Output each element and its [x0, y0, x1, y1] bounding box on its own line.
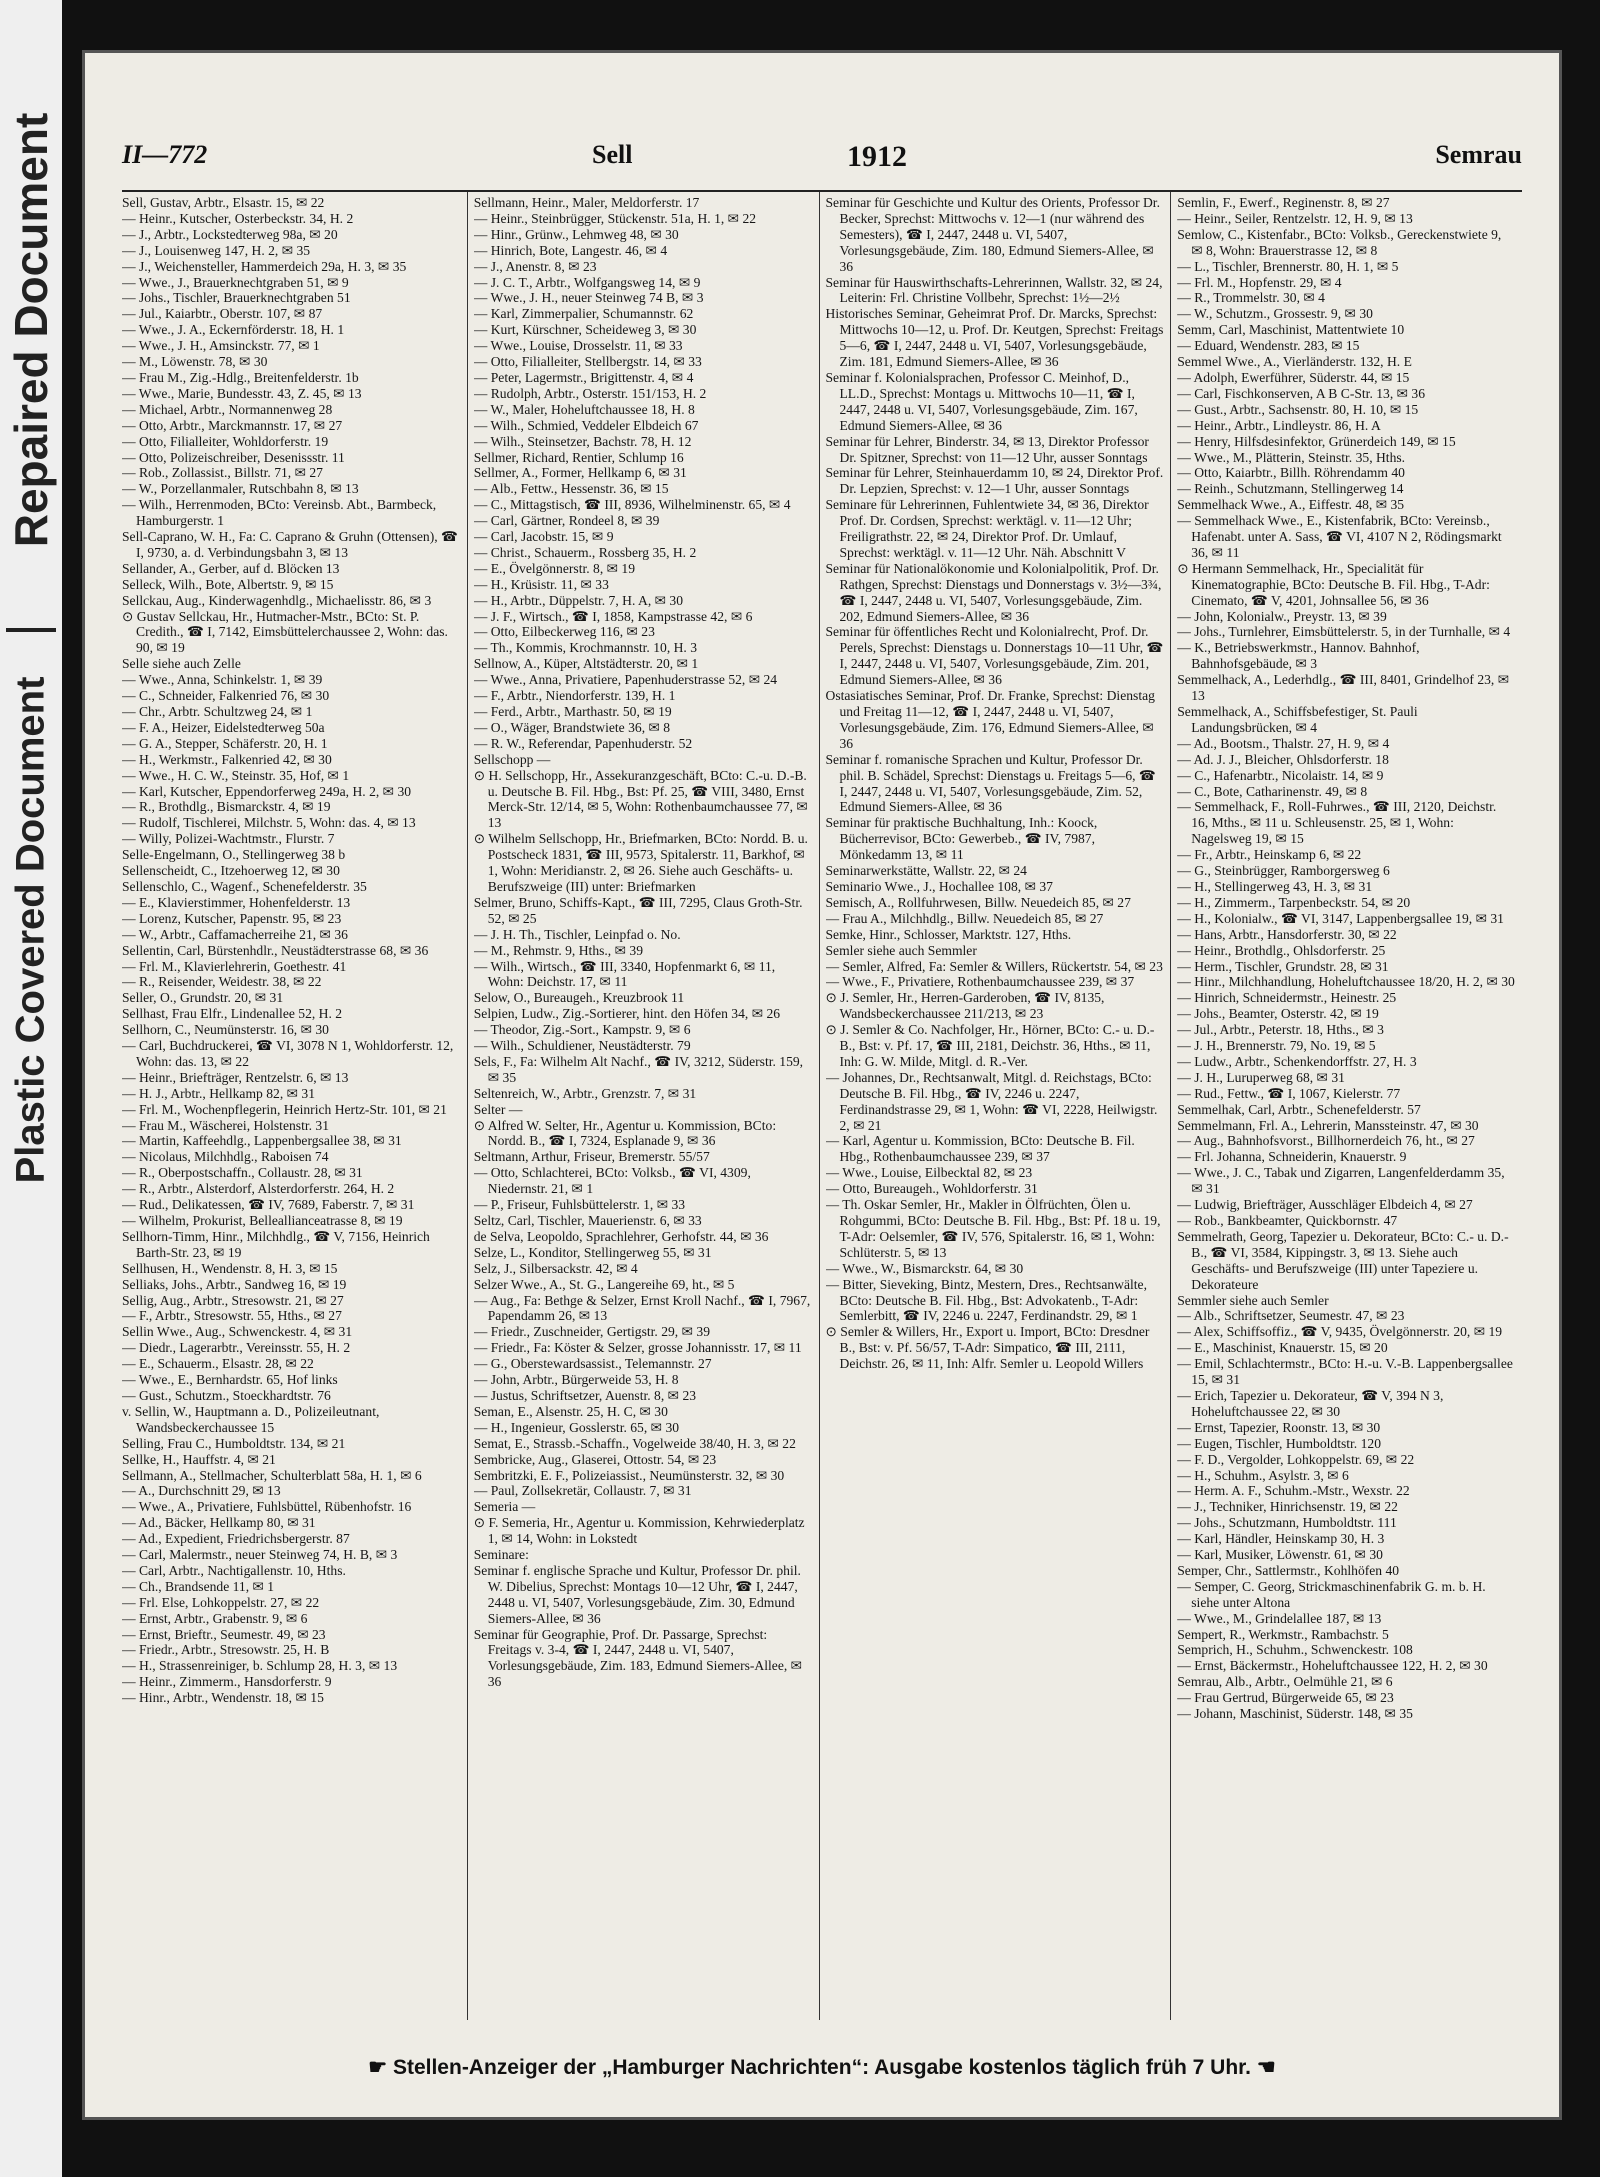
directory-entry: Seminar für Nationalökonomie und Kolonialpolitik, Prof. Dr. Rathgen, Sprechst: Dienstags und Donnerstags v. 3½—3¾, ☎ I, 2447, 2448 u. VI, 5407, Vorlesungsgebäude, Zim. 202, Edmund Siemers-Allee, ✉ 36 [825, 560, 1162, 624]
directory-entry: — Johs., Schutzmann, Humboldtstr. 111 [1177, 1515, 1397, 1531]
directory-entry: ⊙ Wilhelm Sellschopp, Hr., Briefmarken, BCto: Nordd. B. u. Postscheck 1831, ☎ III, 9573, Spitalerstr. 11, Barkhof, ✉ 1, Wohn: Meridianstr. 2, ✉ 26. Siehe auch Geschäfts- u. Berufszweige (III) unter: Briefmarken [473, 831, 808, 894]
directory-entry: Seminario Wwe., J., Hochallee 108, ✉ 37 [825, 878, 1053, 894]
directory-entry: Semisch, A., Rollfuhrwesen, Billw. Neuedeich 85, ✉ 27 [825, 894, 1131, 910]
directory-entry: — Rob., Bankbeamter, Quickbornstr. 47 [1177, 1213, 1398, 1228]
directory-entry: — Frl. M., Hopfenstr. 29, ✉ 4 [1177, 274, 1342, 290]
directory-entry: Seminarwerkstätte, Wallstr. 22, ✉ 24 [825, 863, 1027, 879]
directory-entry: — Heinr., Steinbrügger, Stückenstr. 51a, H. 1, ✉ 22 [473, 210, 757, 226]
directory-entry: — Ad., Expedient, Friedrichsbergerstr. 87 [122, 1531, 350, 1547]
directory-entry: ⊙ Semler & Willers, Hr., Export u. Import, BCto: Dresdner B., Bst: v. Pf. 56/57, T-Adr: Simpatico, ☎ III, 2111, Deichstr. 26, ✉ 11, Inh: Alfr. Semler u. Leopold Willers [825, 1324, 1150, 1372]
directory-entry: Sempert, R., Werkmstr., Rambachstr. 5 [1177, 1626, 1389, 1642]
directory-entry: — Johann, Maschinist, Süderstr. 148, ✉ 35 [1177, 1706, 1413, 1722]
directory-entry: — R., Oberpostschaffn., Collaustr. 28, ✉ 31 [122, 1165, 363, 1181]
directory-entry: — Hinrich, Bote, Langestr. 46, ✉ 4 [473, 242, 668, 258]
directory-entry: ⊙ F. Semeria, Hr., Agentur u. Kommission, Kehrwiederplatz 1, ✉ 14, Wohn: in Lokstedt [473, 1515, 805, 1547]
directory-columns [122, 190, 1522, 2020]
directory-entry: — Aug., Bahnhofsvorst., Billhornerdeich 76, ht., ✉ 27 [1177, 1133, 1475, 1149]
directory-entry: — J. H., Luruperweg 68, ✉ 31 [1177, 1069, 1345, 1085]
directory-entry: Semmelhack Wwe., A., Eiffestr. 48, ✉ 35 [1177, 497, 1405, 513]
directory-entry: — Peter, Lagermstr., Brigittenstr. 4, ✉ 4 [473, 369, 694, 385]
directory-entry: — Wwe., W., Bismarckstr. 64, ✉ 30 [825, 1260, 1024, 1276]
directory-entry: — A., Durchschnitt 29, ✉ 13 [122, 1483, 281, 1499]
directory-entry: Sellhast, Frau Elfr., Lindenallee 52, H. 2 [122, 1006, 343, 1022]
directory-entry: Sellhorn, C., Neumünsterstr. 16, ✉ 30 [122, 1022, 329, 1038]
directory-entry: — Wwe., Anna, Privatiere, Papenhuderstrasse 52, ✉ 24 [473, 672, 778, 688]
directory-entry: ⊙ J. Semler & Co. Nachfolger, Hr., Hörner, BCto: C.- u. D.-B., Bst: v. Pf. 17, ☎ III, 2181, Deichstr. 36, Hths., ✉ 11, Inh: G. W. Milde, Mitgl. d. R.-Ver. [825, 1022, 1155, 1069]
directory-entry: — H., Krüsistr. 11, ✉ 33 [473, 576, 609, 592]
directory-entry: — Friedr., Fa: Köster & Selzer, grosse Johannisstr. 17, ✉ 11 [473, 1340, 802, 1356]
directory-entry: Seminar für Geographie, Prof. Dr. Passarge, Sprechst: Freitags v. 3-4, ☎ I, 2447, 2448 u. VI, 5407, Vorlesungsgebäude, Zim. 183, Edmund Siemers-Allee, ✉ 36 [473, 1626, 803, 1690]
directory-entry: — Frau M., Wäscherei, Holstenstr. 31 [122, 1117, 330, 1133]
directory-entry: — M., Löwenstr. 78, ✉ 30 [122, 354, 268, 370]
directory-entry: — Hinr., Grünw., Lehmweg 48, ✉ 30 [473, 226, 679, 242]
directory-entry: — Johs., Turnlehrer, Eimsbüttelerstr. 5, in der Turnhalle, ✉ 4 [1177, 624, 1511, 640]
directory-entry: — Carl, Fischkonserven, A B C-Str. 13, ✉ 36 [1177, 385, 1426, 401]
directory-entry: — Justus, Schriftsetzer, Auenstr. 8, ✉ 23 [473, 1387, 697, 1403]
directory-entry: — W., Schutzm., Grossestr. 9, ✉ 30 [1177, 306, 1373, 322]
directory-entry: — Ernst, Bäckermstr., Hoheluftchaussee 122, H. 2, ✉ 30 [1177, 1658, 1488, 1674]
directory-entry: ⊙ Gustav Sellckau, Hr., Hutmacher-Mstr., BCto: St. P. Credith., ☎ I, 7142, Eimsbüttelerchaussee 2, Wohn: das. 90, ✉ 19 [122, 608, 448, 656]
directory-entry: — R., Reisender, Weidestr. 38, ✉ 22 [122, 974, 322, 990]
directory-entry: — F. D., Vergolder, Lohkoppelstr. 69, ✉ 22 [1177, 1451, 1415, 1467]
directory-entry: ⊙ H. Sellschopp, Hr., Assekuranzgeschäft, BCto: C.-u. D.-B. u. Deutsche B. Fil. Hbg., Bst: Pf. 25, ☎ VIII, 3480, Ernst Merck-Str. 12/14, ✉ 5, Wohn: Rothenbaumchaussee 77, ✉ 13 [473, 767, 808, 831]
directory-entry: — Ad. J. J., Bleicher, Ohlsdorferstr. 18 [1177, 751, 1389, 767]
directory-column-4 [1177, 192, 1522, 2020]
directory-entry: — John, Arbtr., Bürgerweide 53, H. 8 [473, 1372, 679, 1388]
directory-page [82, 50, 1562, 2120]
directory-entry: — R., Arbtr., Alsterdorf, Alsterdorferstr. 264, H. 2 [122, 1181, 395, 1197]
directory-entry: — Johs., Beamter, Osterstr. 42, ✉ 19 [1177, 1006, 1379, 1022]
directory-entry: — Willy, Polizei-Wachtmstr., Flurstr. 7 [122, 831, 335, 847]
directory-entry: — K., Betriebswerkmstr., Hannov. Bahnhof, Bahnhofsgebäude, ✉ 3 [1177, 640, 1420, 672]
directory-entry: — E., Schauerm., Elsastr. 28, ✉ 22 [122, 1356, 314, 1372]
directory-entry: Ostasiatisches Seminar, Prof. Dr. Franke, Sprechst: Dienstag und Freitag 11—12, ☎ I, 2447, 2448 u. VI, 5407, Vorlesungsgebäude, Zim. 176, Edmund Siemers-Allee, ✉ 36 [825, 688, 1155, 751]
directory-entry: Selle-Engelmann, O., Stellingerweg 38 b [122, 847, 346, 863]
directory-entry: — R., Brothdlg., Bismarckstr. 4, ✉ 19 [122, 799, 331, 815]
directory-entry: — Wilhelm, Prokurist, Belleallianceatrasse 8, ✉ 19 [122, 1213, 403, 1228]
directory-entry: — Wwe., Louise, Drosselstr. 11, ✉ 33 [473, 338, 683, 354]
directory-entry: Seminar f. englische Sprache und Kultur, Professor Dr. phil. W. Dibelius, Sprechst: Montags 10—12 Uhr, ☎ I, 2447, 2448 u. VI, 5407, Vorlesungsgebäude, Zim. 30, Edmund Siemers-Allee, ✉ 36 [473, 1562, 801, 1626]
directory-entry: Semper, Chr., Sattlermstr., Kohlhöfen 40 [1177, 1562, 1400, 1578]
directory-entry: Selle siehe auch Zelle [122, 656, 241, 672]
directory-entry: — Ernst, Arbtr., Grabenstr. 9, ✉ 6 [122, 1610, 308, 1626]
directory-entry: — Otto, Filialleiter, Wohldorferstr. 19 [122, 433, 329, 449]
directory-entry: — Wwe., J. H., Amsinckstr. 77, ✉ 1 [122, 338, 320, 354]
directory-entry: — Emil, Schlachtermstr., BCto: H.-u. V.-B. Lappenbergsallee 15, ✉ 31 [1177, 1356, 1513, 1388]
directory-entry: Seminar für Hauswirthschafts-Lehrerinnen, Wallstr. 32, ✉ 24, Leiterin: Frl. Christine Vollbehr, Sprechst: 1½—2½ [825, 274, 1163, 306]
directory-entry: Sellckau, Aug., Kinderwagenhdlg., Michaelisstr. 86, ✉ 3 [122, 592, 432, 608]
directory-entry: — F. A., Heizer, Eidelstedterweg 50a [122, 719, 325, 735]
directory-entry: Semmelmann, Frl. A., Lehrerin, Manssteinstr. 47, ✉ 30 [1177, 1117, 1479, 1133]
directory-entry: — H., Kolonialw., ☎ VI, 3147, Lappenbergsallee 19, ✉ 31 [1177, 910, 1504, 926]
directory-entry: Sell, Gustav, Arbtr., Elsastr. 15, ✉ 22 [122, 195, 325, 210]
directory-entry: Seltmann, Arthur, Friseur, Bremerstr. 55/57 [473, 1149, 710, 1165]
directory-entry: — Henry, Hilfsdesinfektor, Grünerdeich 149, ✉ 15 [1177, 433, 1456, 449]
directory-entry: — Karl, Agentur u. Kommission, BCto: Deutsche B. Fil. Hbg., Rothenbaumchaussee 239, ✉ 37 [825, 1133, 1135, 1165]
directory-entry: — Hinr., Arbtr., Wendenstr. 18, ✉ 15 [122, 1690, 324, 1706]
directory-entry: — Semler, Alfred, Fa: Semler & Willers, Rückertstr. 54, ✉ 23 [825, 958, 1163, 974]
directory-entry: Semprich, H., Schuhm., Schwenckestr. 108 [1177, 1642, 1413, 1658]
directory-entry: Sellmer, Richard, Rentier, Schlump 16 [473, 449, 684, 465]
directory-entry: Sembricke, Aug., Glaserei, Ottostr. 54, ✉ 23 [473, 1451, 717, 1467]
directory-entry: — Rud., Fettw., ☎ I, 1067, Kielerstr. 77 [1177, 1085, 1401, 1101]
directory-entry: — Nicolaus, Milchhdlg., Raboisen 74 [122, 1149, 329, 1165]
directory-entry: — Herm. A. F., Schuhm.-Mstr., Wexstr. 22 [1177, 1483, 1410, 1499]
directory-entry: — F., Arbtr., Stresowstr. 55, Hths., ✉ 27 [122, 1308, 342, 1324]
directory-entry: — Lorenz, Kutscher, Papenstr. 95, ✉ 23 [122, 910, 342, 926]
directory-entry: Selling, Frau C., Humboldtstr. 134, ✉ 21 [122, 1435, 346, 1451]
directory-entry: — Otto, Kaiarbtr., Billh. Röhrendamm 40 [1177, 465, 1405, 481]
directory-entry: — Th., Kommis, Krochmannstr. 10, H. 3 [473, 640, 698, 656]
directory-entry: — G. A., Stepper, Schäferstr. 20, H. 1 [122, 735, 328, 751]
directory-entry: — Carl, Buchdruckerei, ☎ VI, 3078 N 1, Wohldorferstr. 12, Wohn: das. 13, ✉ 22 [122, 1038, 454, 1069]
directory-entry: de Selva, Leopoldo, Sprachlehrer, Gerhofstr. 44, ✉ 36 [473, 1228, 769, 1244]
directory-entry: Seltz, Carl, Tischler, Mauerienstr. 6, ✉ 33 [473, 1213, 702, 1228]
directory-entry: — Christ., Schauerm., Rossberg 35, H. 2 [473, 544, 697, 560]
directory-entry: Selter — [473, 1101, 523, 1117]
directory-entry: — Eugen, Tischler, Humboldtstr. 120 [1177, 1435, 1381, 1451]
directory-entry: — Aug., Fa: Bethge & Selzer, Ernst Kroll Nachf., ☎ I, 7967, Papendamm 26, ✉ 13 [473, 1292, 811, 1324]
directory-entry: Selliaks, Johs., Arbtr., Sandweg 16, ✉ 19 [122, 1276, 347, 1292]
directory-entry: — Michael, Arbtr., Normannenweg 28 [122, 401, 333, 417]
directory-entry: Sellenschlo, C., Wagenf., Schenefelderstr. 35 [122, 878, 367, 894]
directory-entry: — Heinr., Zimmerm., Hansdorferstr. 9 [122, 1674, 332, 1690]
directory-entry: Sembritzki, E. F., Polizeiassist., Neumünsterstr. 32, ✉ 30 [473, 1467, 785, 1483]
directory-entry: — Diedr., Lagerarbtr., Vereinsstr. 55, H. 2 [122, 1340, 351, 1356]
directory-entry: — H., Ingenieur, Gosslerstr. 65, ✉ 30 [473, 1419, 680, 1435]
repaired-document-label: Repaired Document [5, 112, 57, 548]
directory-entry: Seminare: [473, 1547, 529, 1563]
directory-entry: Sellmann, A., Stellmacher, Schulterblatt 58a, H. 1, ✉ 6 [122, 1467, 422, 1483]
directory-entry: — Friedr., Zuschneider, Gertigstr. 29, ✉ 39 [473, 1324, 710, 1340]
directory-entry: Selmer, Bruno, Schiffs-Kapt., ☎ III, 7295, Claus Groth-Str. 52, ✉ 25 [473, 894, 803, 926]
directory-entry: Semmelrath, Georg, Tapezier u. Dekorateur, BCto: C.- u. D.-B., ☎ VI, 3584, Kippingstr. 3, ✉ 13. Siehe auch Geschäfts- und Berufszweige (III) unter Tapeziere u. Dekorateure [1177, 1228, 1509, 1292]
directory-entry: — Th. Oskar Semler, Hr., Makler in Ölfrüchten, Ölen u. Rohgummi, BCto: Deutsche B. Fil. Hbg., Bst: Pf. 18 u. 19, T-Adr: Oelsemler, ☎ IV, 576, Spitalerstr. 16, ✉ 1, Wohn: Schlüterstr. 5, ✉ 13 [825, 1197, 1161, 1260]
directory-entry: — J., Weichensteller, Hammerdeich 29a, H. 3, ✉ 35 [122, 258, 407, 274]
directory-entry: — Carl, Gärtner, Rondeel 8, ✉ 39 [473, 513, 660, 529]
directory-entry: Selow, O., Bureaugeh., Kreuzbrook 11 [473, 990, 685, 1006]
directory-entry: — Adolph, Ewerführer, Süderstr. 44, ✉ 15 [1177, 369, 1410, 385]
directory-entry: — Bitter, Sieveking, Bintz, Mestern, Dres., Rechtsanwälte, BCto: Deutsche B. Fil. Hbg., Bst: Advokatenb., T-Adr: Semlerbitt, ☎ IV, 2246 u. 2247, Ferdinandstr. 29, ✉ 1 [825, 1276, 1147, 1324]
directory-entry: ⊙ Hermann Semmelhack, Hr., Specialität für Kinematographie, BCto: Deutsche B. Fil. Hbg., T-Adr: Cinemato, ☎ V, 4201, Johnsallee 56, ✉ 36 [1177, 560, 1490, 608]
directory-entry: — Otto, Polizeischreiber, Desenissstr. 11 [122, 449, 345, 465]
directory-entry: — Jul., Kaiarbtr., Oberstr. 107, ✉ 87 [122, 306, 323, 322]
directory-entry: Sell-Caprano, W. H., Fa: C. Caprano & Gruhn (Ottensen), ☎ I, 9730, a. d. Verbindungsbahn 3, ✉ 13 [122, 529, 458, 560]
directory-entry: — Heinr., Brothdlg., Ohlsdorferstr. 25 [1177, 942, 1386, 958]
directory-entry: v. Sellin, W., Hauptmann a. D., Polizeileutnant, Wandsbeckerchaussee 15 [122, 1403, 380, 1435]
directory-entry: — W., Arbtr., Caffamacherreihe 21, ✉ 36 [122, 926, 348, 942]
directory-entry: Seminare für Lehrerinnen, Fuhlentwiete 34, ✉ 36, Direktor Prof. Dr. Cordsen, Sprechst: werktägl. v. 11—12 Uhr; Freiligrathstr. 22, ✉ 24, Direktor Prof. Dr. Umlauf, Sprechst: werktägl. v. 11—12 Uhr. Näh. Abschnitt V [825, 497, 1149, 560]
directory-entry: — Semmelhack, F., Roll-Fuhrwes., ☎ III, 2120, Deichstr. 16, Mths., ✉ 11 u. Schleusenstr. 25, ✉ 1, Wohn: Nagelsweg 19, ✉ 15 [1177, 799, 1497, 847]
directory-entry: — O., Wäger, Brandstwiete 36, ✉ 8 [473, 719, 671, 735]
directory-entry: — Wilh., Schmied, Veddeler Elbdeich 67 [473, 417, 699, 433]
header-left-keyword: Sell [592, 140, 633, 169]
directory-entry: Semlin, F., Ewerf., Reginenstr. 8, ✉ 27 [1177, 195, 1390, 210]
directory-entry: — Ferd., Arbtr., Marthastr. 50, ✉ 19 [473, 704, 672, 719]
directory-entry: — Frl. M., Wochenpflegerin, Heinrich Hertz-Str. 101, ✉ 21 [122, 1101, 447, 1117]
directory-entry: Seminar f. romanische Sprachen und Kultur, Professor Dr. phil. B. Schädel, Sprechst: Dienstags u. Freitags 5—6, ☎ I, 2447, 2448 u. VI, 5407, Vorlesungsgebäude, Zim. 52, Edmund Siemers-Allee, ✉ 36 [825, 751, 1156, 815]
directory-entry: — Karl, Händler, Heinskamp 30, H. 3 [1177, 1531, 1385, 1547]
directory-entry: — Theodor, Zig.-Sort., Kampstr. 9, ✉ 6 [473, 1022, 691, 1038]
directory-entry: — C., Hafenarbtr., Nicolaistr. 14, ✉ 9 [1177, 767, 1384, 783]
directory-entry: Historisches Seminar, Geheimrat Prof. Dr. Marcks, Sprechst: Mittwochs 10—12, u. Prof. Dr. Keutgen, Sprechst: Freitags 5—6, ☎ I, 2447, 2448 u. VI, 5407, Vorlesungsgebäude, Zim. 181, Edmund Siemers-Allee, ✉ 36 [825, 306, 1164, 370]
directory-entry: — Frl. Else, Lohkoppelstr. 27, ✉ 22 [122, 1594, 320, 1610]
directory-entry: — Wilh., Schuldiener, Neustädterstr. 79 [473, 1038, 691, 1054]
directory-entry: — H., Werkmstr., Falkenried 42, ✉ 30 [122, 751, 332, 767]
directory-entry: — Gust., Arbtr., Sachsenstr. 80, H. 10, ✉ 15 [1177, 401, 1419, 417]
directory-entry: — Semper, C. Georg, Strickmaschinenfabrik G. m. b. H. siehe unter Altona [1177, 1578, 1486, 1610]
directory-entry: — J. F., Wirtsch., ☎ I, 1858, Kampstrasse 42, ✉ 6 [473, 608, 753, 624]
directory-entry: — H., Stellingerweg 43, H. 3, ✉ 31 [1177, 878, 1373, 894]
directory-entry: — Rudolf, Tischlerei, Milchstr. 5, Wohn: das. 4, ✉ 13 [122, 815, 416, 831]
directory-entry: — J., Techniker, Hinrichsenstr. 19, ✉ 22 [1177, 1499, 1398, 1515]
directory-entry: Sellhusen, H., Wendenstr. 8, H. 3, ✉ 15 [122, 1260, 338, 1276]
directory-entry: ⊙ Alfred W. Selter, Hr., Agentur u. Kommission, BCto: Nordd. B., ☎ I, 7324, Esplanade 9, ✉ 36 [473, 1117, 777, 1149]
directory-entry: Selzer Wwe., A., St. G., Langereihe 69, ht., ✉ 5 [473, 1276, 735, 1292]
directory-entry: — Carl, Arbtr., Nachtigallenstr. 10, Hths. [122, 1562, 346, 1578]
directory-entry: — E., Maschinist, Knauerstr. 15, ✉ 20 [1177, 1340, 1388, 1356]
directory-entry: — Otto, Arbtr., Marckmannstr. 17, ✉ 27 [122, 417, 343, 433]
directory-entry: — M., Rehmstr. 9, Hths., ✉ 39 [473, 942, 643, 958]
directory-entry: — Heinr., Seiler, Rentzelstr. 12, H. 9, ✉ 13 [1177, 210, 1413, 226]
directory-entry: — Wwe., A., Privatiere, Fuhlsbüttel, Rübenhofstr. 16 [122, 1499, 412, 1515]
directory-entry: Semat, E., Strassb.-Schaffn., Vogelweide 38/40, H. 3, ✉ 22 [473, 1435, 796, 1451]
directory-entry: — Karl, Kutscher, Eppendorferweg 249a, H. 2, ✉ 30 [122, 783, 412, 799]
directory-entry: — E., Klavierstimmer, Hohenfelderstr. 13 [122, 894, 351, 910]
directory-entry: — Ad., Bootsm., Thalstr. 27, H. 9, ✉ 4 [1177, 735, 1390, 751]
directory-entry: — Wwe., J., Brauerknechtgraben 51, ✉ 9 [122, 274, 349, 290]
directory-entry: Sellig, Aug., Arbtr., Stresowstr. 21, ✉ 27 [122, 1292, 344, 1308]
directory-entry: Sellin Wwe., Aug., Schwenckestr. 4, ✉ 31 [122, 1324, 353, 1340]
directory-entry: — Alb., Fettw., Hessenstr. 36, ✉ 15 [473, 481, 669, 497]
directory-entry: — J., Anenstr. 8, ✉ 23 [473, 258, 597, 274]
directory-entry: — Wwe., Anna, Schinkelstr. 1, ✉ 39 [122, 672, 323, 688]
directory-entry: Semlow, C., Kistenfabr., BCto: Volksb., Gereckenstwiete 9, ✉ 8, Wohn: Brauerstrasse 12, ✉ 8 [1177, 226, 1502, 258]
directory-entry: — Alb., Schriftsetzer, Seumestr. 47, ✉ 23 [1177, 1308, 1405, 1324]
directory-entry: — J. H. Th., Tischler, Leinpfad o. No. [473, 926, 681, 942]
directory-entry: — Frau M., Zig.-Hdlg., Breitenfelderstr. 1b [122, 369, 359, 385]
directory-entry: — Johs., Tischler, Brauerknechtgraben 51 [122, 290, 351, 306]
directory-entry: — Friedr., Arbtr., Stresowstr. 25, H. B [122, 1642, 330, 1658]
directory-entry: Semmel Wwe., A., Vierländerstr. 132, H. E [1177, 354, 1412, 370]
directory-entry: Seltenreich, W., Arbtr., Grenzstr. 7, ✉ 31 [473, 1085, 697, 1101]
directory-entry: — John, Kolonialw., Preystr. 13, ✉ 39 [1177, 608, 1387, 624]
directory-entry: — Wwe., H. C. W., Steinstr. 35, Hof, ✉ 1 [122, 767, 350, 783]
directory-entry: — Hans, Arbtr., Hansdorferstr. 30, ✉ 22 [1177, 926, 1397, 942]
footer-advertisement: ☛ Stellen-Anzeiger der „Hamburger Nachrichten“: Ausgabe kostenlos täglich früh 7 Uhr. ☚ [368, 2056, 1276, 2079]
label-divider [6, 628, 56, 632]
directory-entry: — Otto, Schlachterei, BCto: Volksb., ☎ VI, 4309, Niedernstr. 21, ✉ 1 [473, 1165, 751, 1197]
directory-entry: — Frl. Johanna, Schneiderin, Knauerstr. 9 [1177, 1149, 1407, 1165]
directory-entry: Seminar für praktische Buchhaltung, Inh.: Koock, Bücherrevisor, BCto: Gewerbeb., ☎ IV, 7987, Mönkedamm 13, ✉ 11 [825, 815, 1098, 863]
directory-entry: — Hinrich, Schneidermstr., Heinestr. 25 [1177, 990, 1397, 1006]
directory-entry: — Wwe., M., Plätterin, Steinstr. 35, Hths. [1177, 449, 1406, 465]
directory-entry: Selze, L., Konditor, Stellingerweg 55, ✉ 31 [473, 1244, 712, 1260]
directory-entry: — Ludw., Arbtr., Schenkendorffstr. 27, H. 3 [1177, 1053, 1417, 1069]
header-right-keyword: Semrau [1435, 140, 1522, 169]
binding-strip [0, 0, 62, 2177]
directory-entry: — Ludwig, Briefträger, Ausschläger Elbdeich 4, ✉ 27 [1177, 1197, 1473, 1213]
directory-entry: — Heinr., Kutscher, Osterbeckstr. 34, H. 2 [122, 210, 354, 226]
directory-entry: Sellke, H., Hauffstr. 4, ✉ 21 [122, 1451, 276, 1467]
directory-entry: Selpien, Ludw., Zig.-Sortierer, hint. den Höfen 34, ✉ 26 [473, 1006, 781, 1022]
directory-entry: — J., Louisenweg 147, H. 2, ✉ 35 [122, 242, 311, 258]
directory-entry: — L., Tischler, Brennerstr. 80, H. 1, ✉ 5 [1177, 258, 1399, 274]
directory-entry: Semler siehe auch Semmler [825, 942, 977, 958]
directory-entry: — Gust., Schutzm., Stoeckhardtstr. 76 [122, 1387, 331, 1403]
directory-entry: — Wwe., E., Bernhardstr. 65, Hof links [122, 1372, 338, 1388]
directory-entry: — C., Schneider, Falkenried 76, ✉ 30 [122, 688, 330, 704]
directory-entry: Sellenscheidt, C., Itzehoerweg 12, ✉ 30 [122, 863, 340, 879]
directory-entry: — Paul, Zollsekretär, Collaustr. 7, ✉ 31 [473, 1483, 692, 1499]
directory-entry: — H. J., Arbtr., Hellkamp 82, ✉ 31 [122, 1085, 316, 1101]
directory-entry: — Wwe., J. A., Eckernförderstr. 18, H. 1 [122, 322, 345, 338]
directory-entry: — Ernst, Brieftr., Seumestr. 49, ✉ 23 [122, 1626, 326, 1642]
directory-entry: Semke, Hinr., Schlosser, Marktstr. 127, Hths. [825, 926, 1072, 942]
directory-entry: — Fr., Arbtr., Heinskamp 6, ✉ 22 [1177, 847, 1362, 863]
directory-column-2 [474, 192, 820, 2020]
directory-entry: Seller, O., Grundstr. 20, ✉ 31 [122, 990, 284, 1006]
directory-entry: — Wwe., F., Privatiere, Rothenbaumchaussee 239, ✉ 37 [825, 974, 1135, 990]
directory-entry: Seman, E., Alsenstr. 25, H. C, ✉ 30 [473, 1403, 668, 1419]
directory-column-3 [826, 192, 1172, 2020]
directory-entry: Semeria — [473, 1499, 536, 1515]
directory-entry: Seminar für Lehrer, Binderstr. 34, ✉ 13, Direktor Professor Dr. Spitzner, Sprechst: von 11—12 Uhr, ausser Sonntags [825, 433, 1149, 465]
directory-entry: Semmelhack, A., Lederhdlg., ☎ III, 8401, Grindelhof 23, ✉ 13 [1177, 672, 1510, 704]
directory-entry: — Herm., Tischler, Grundstr. 28, ✉ 31 [1177, 958, 1389, 974]
directory-entry: — H., Strassenreiniger, b. Schlump 28, H. 3, ✉ 13 [122, 1658, 398, 1674]
directory-entry: Semm, Carl, Maschinist, Mattentwiete 10 [1177, 322, 1405, 338]
directory-entry: — Kurt, Kürschner, Scheideweg 3, ✉ 30 [473, 322, 697, 338]
directory-entry: Semmelhack, A., Schiffsbefestiger, St. Pauli Landungsbrücken, ✉ 4 [1177, 704, 1418, 735]
directory-entry: — Rud., Delikatessen, ☎ IV, 7689, Faberstr. 7, ✉ 31 [122, 1197, 415, 1213]
directory-entry: — Semmelhack Wwe., E., Kistenfabrik, BCto: Vereinsb., Hafenabt. unter A. Sass, ☎ VI, 4107 N 2, Rödingsmarkt 36, ✉ 11 [1177, 513, 1502, 560]
directory-entry: Sellhorn-Timm, Hinr., Milchhdlg., ☎ V, 7156, Heinrich Barth-Str. 23, ✉ 19 [122, 1228, 430, 1260]
directory-entry: — Frau Gertrud, Bürgerweide 65, ✉ 23 [1177, 1690, 1394, 1706]
directory-entry: Sels, F., Fa: Wilhelm Alt Nachf., ☎ IV, 3212, Süderstr. 159, ✉ 35 [473, 1053, 804, 1085]
directory-entry: — Wwe., M., Grindelallee 187, ✉ 13 [1177, 1610, 1382, 1626]
directory-entry: — H., Schuhm., Asylstr. 3, ✉ 6 [1177, 1467, 1349, 1483]
plastic-covered-label: Plastic Covered Document [8, 676, 53, 1184]
directory-entry: — Frl. M., Klavierlehrerin, Goethestr. 41 [122, 958, 347, 974]
directory-entry: Seminar für Geschichte und Kultur des Orients, Professor Dr. Becker, Sprechst: Mittwochs v. 12—1 (nur während des Semesters), ☎ I, 2447, 2448 u. VI, 5407, Vorlesungsgebäude, Zim. 180, Edmund Siemers-Allee, ✉ 36 [825, 195, 1160, 274]
directory-entry: — Wilh., Wirtsch., ☎ III, 3340, Hopfenmarkt 6, ✉ 11, Wohn: Deichstr. 17, ✉ 11 [473, 958, 776, 990]
directory-entry: — G., Oberstewardsassist., Telemannstr. 27 [473, 1356, 712, 1372]
directory-entry: — Otto, Eilbeckerweg 116, ✉ 23 [473, 624, 655, 640]
directory-entry: — Reinh., Schutzmann, Stellingerweg 14 [1177, 481, 1404, 497]
directory-entry: — Karl, Musiker, Löwenstr. 61, ✉ 30 [1177, 1547, 1383, 1563]
directory-entry: Sellmann, Heinr., Maler, Meldorferstr. 17 [473, 195, 700, 210]
directory-entry: Sellschopp — [473, 751, 551, 767]
directory-entry: Seminar f. Kolonialsprachen, Professor C. Meinhof, D., LL.D., Sprechst: Montags u. Mittwochs 10—11, ☎ I, 2447, 2448 u. VI, 5407, Vorlesungsgebäude, Zim. 167, Edmund Siemers-Allee, ✉ 36 [825, 369, 1138, 433]
directory-entry: — Wilh., Herrenmoden, BCto: Vereinsb. Abt., Barmbeck, Hamburgerstr. 1 [122, 497, 437, 529]
directory-entry: — Heinr., Briefträger, Rentzelstr. 6, ✉ 13 [122, 1069, 349, 1085]
directory-entry: — E., Övelgönnerstr. 8, ✉ 19 [473, 560, 636, 576]
directory-entry: — J. C. T., Arbtr., Wolfgangsweg 14, ✉ 9 [473, 274, 701, 290]
directory-entry: ⊙ J. Semler, Hr., Herren-Garderoben, ☎ IV, 8135, Wandsbeckerchaussee 211/213, ✉ 23 [825, 990, 1105, 1022]
directory-entry: — G., Steinbrügger, Ramborgersweg 6 [1177, 863, 1390, 879]
directory-entry: — F., Arbtr., Niendorferstr. 139, H. 1 [473, 688, 676, 704]
directory-entry: — Wwe., J. C., Tabak und Zigarren, Langenfelderdamm 35, ✉ 31 [1177, 1165, 1505, 1197]
directory-entry: Sellander, A., Gerber, auf d. Blöcken 13 [122, 560, 340, 576]
directory-entry: — Carl, Jacobstr. 15, ✉ 9 [473, 529, 614, 545]
directory-entry: — Ad., Bäcker, Hellkamp 80, ✉ 31 [122, 1515, 316, 1531]
directory-entry: — R. W., Referendar, Papenhuderstr. 52 [473, 735, 693, 751]
directory-entry: — Chr., Arbtr. Schultzweg 24, ✉ 1 [122, 704, 313, 719]
directory-entry: — Otto, Bureaugeh., Wohldorferstr. 31 [825, 1181, 1038, 1197]
directory-entry: — H., Arbtr., Düppelstr. 7, H. A, ✉ 30 [473, 592, 684, 608]
directory-entry: — Jul., Arbtr., Peterstr. 18, Hths., ✉ 3 [1177, 1022, 1384, 1038]
directory-entry: — Rob., Zollassist., Billstr. 71, ✉ 27 [122, 465, 323, 481]
directory-entry: — C., Mittagstisch, ☎ III, 8936, Wilhelminenstr. 65, ✉ 4 [473, 497, 791, 513]
directory-entry: — H., Zimmerm., Tarpenbeckstr. 54, ✉ 20 [1177, 894, 1411, 910]
header-year: 1912 [847, 140, 907, 173]
directory-entry: Semrau, Alb., Arbtr., Oelmühle 21, ✉ 6 [1177, 1674, 1393, 1690]
page-header [122, 140, 1522, 190]
directory-entry: — Karl, Zimmerpalier, Schumannstr. 62 [473, 306, 694, 322]
directory-entry: Selz, J., Silbersackstr. 42, ✉ 4 [473, 1260, 638, 1276]
directory-entry: — R., Trommelstr. 30, ✉ 4 [1177, 290, 1325, 306]
directory-entry: — J., Arbtr., Lockstedterweg 98a, ✉ 20 [122, 226, 338, 242]
directory-entry: Sellentin, Carl, Bürstenhdlr., Neustädterstrasse 68, ✉ 36 [122, 942, 429, 958]
directory-entry: Sellnow, A., Küper, Altstädterstr. 20, ✉ 1 [473, 656, 699, 672]
directory-entry: — Martin, Kaffeehdlg., Lappenbergsallee 38, ✉ 31 [122, 1133, 402, 1149]
directory-entry: — Frau A., Milchhdlg., Billw. Neuedeich 85, ✉ 27 [825, 910, 1104, 926]
directory-entry: Seminar für Lehrer, Steinhauerdamm 10, ✉ 24, Direktor Prof. Dr. Lepzien, Sprechst: v. 12—1 Uhr, ausser Sonntags [825, 465, 1164, 497]
directory-entry: — W., Porzellanmaler, Rutschbahn 8, ✉ 13 [122, 481, 359, 497]
directory-entry: — Otto, Filialleiter, Stellbergstr. 14, ✉ 33 [473, 354, 702, 370]
directory-entry: — W., Maler, Hoheluftchaussee 18, H. 8 [473, 401, 695, 417]
directory-entry: — Johannes, Dr., Rechtsanwalt, Mitgl. d. Reichstags, BCto: Deutsche B. Fil. Hbg., ☎ IV, 2246 u. 2247, Ferdinandstrasse 29, ✉ 1, Wohn: ☎ VI, 2228, Heilwigstr. 2, ✉ 21 [825, 1069, 1158, 1133]
directory-entry: — Carl, Malermstr., neuer Steinweg 74, H. B, ✉ 3 [122, 1547, 398, 1563]
directory-entry: — Wilh., Steinsetzer, Bachstr. 78, H. 12 [473, 433, 692, 449]
directory-entry: — Heinr., Arbtr., Lindleystr. 86, H. A [1177, 417, 1381, 433]
directory-entry: — Erich, Tapezier u. Dekorateur, ☎ V, 394 N 3, Hoheluftchaussee 22, ✉ 30 [1177, 1387, 1444, 1419]
directory-entry: — P., Friseur, Fuhlsbüttelerstr. 1, ✉ 33 [473, 1197, 686, 1213]
directory-entry: Sellmer, A., Former, Hellkamp 6, ✉ 31 [473, 465, 687, 481]
directory-entry: — J. H., Brennerstr. 79, No. 19, ✉ 5 [1177, 1038, 1376, 1054]
directory-entry: — Wwe., J. H., neuer Steinweg 74 B, ✉ 3 [473, 290, 704, 306]
directory-entry: — Alex, Schiffsoffiz., ☎ V, 9435, Övelgönnerstr. 20, ✉ 19 [1177, 1324, 1503, 1340]
directory-entry: Selleck, Wilh., Bote, Albertstr. 9, ✉ 15 [122, 576, 334, 592]
directory-entry: — Hinr., Milchhandlung, Hoheluftchaussee 18/20, H. 2, ✉ 30 [1177, 974, 1515, 990]
directory-entry: — Ch., Brandsende 11, ✉ 1 [122, 1578, 275, 1594]
directory-entry: — Wwe., Marie, Bundesstr. 43, Z. 45, ✉ 13 [122, 385, 362, 401]
directory-entry: — Rudolph, Arbtr., Osterstr. 151/153, H. 2 [473, 385, 707, 401]
directory-entry: — Wwe., Louise, Eilbecktal 82, ✉ 23 [825, 1165, 1033, 1181]
directory-entry: — C., Bote, Catharinenstr. 49, ✉ 8 [1177, 783, 1368, 799]
directory-entry: Seminar für öffentliches Recht und Kolonialrecht, Prof. Dr. Perels, Sprechst: Dienstags u. Donnerstags 10—11 Uhr, ☎ I, 2447, 2448 u. VI, 5407, Vorlesungsgebäude, Zim. 201, Edmund Siemers-Allee, ✉ 36 [825, 624, 1164, 688]
directory-entry: Semmelhak, Carl, Arbtr., Schenefelderstr. 57 [1177, 1101, 1421, 1117]
directory-column-1 [122, 192, 468, 2020]
directory-entry: — Ernst, Tapezier, Roonstr. 13, ✉ 30 [1177, 1419, 1381, 1435]
directory-entry: Semmler siehe auch Semler [1177, 1292, 1329, 1308]
directory-entry: — Eduard, Wendenstr. 283, ✉ 15 [1177, 338, 1360, 354]
page-number: II—772 [122, 140, 208, 169]
